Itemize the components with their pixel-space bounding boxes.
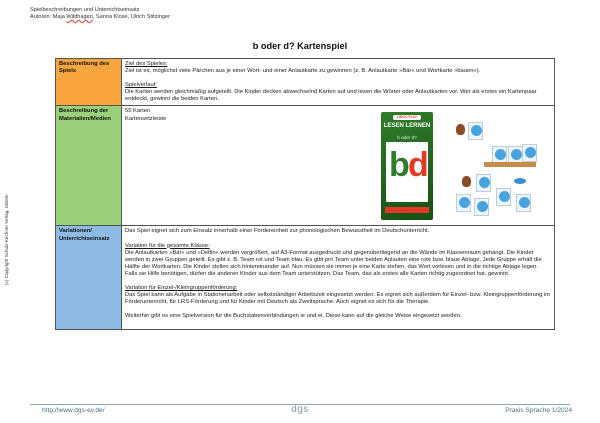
row-content-beschreibung	[122, 59, 555, 106]
table-row	[56, 226, 555, 330]
card-image	[522, 144, 537, 162]
verlauf-text: Die Karten werden gleichmäßig aufgeteilt. Die Kinder decken abwechselnd Karten auf und lesen die Wörter oder Anlautkarten vor. Wer als erstes ein Kartenpaar entdeckt, gewinnt die beiden Karten.	[125, 89, 537, 103]
material-item-cards: 55 Karten	[125, 108, 151, 115]
klasse-text: Die Anlautkarten »Bär« und »Delfin« werden vergrößert, auf A3-Format ausgedruckt und gegenüberliegend an die Wände im Klassenraum gehängt. Die Kinder werden in zwei Gruppen geteilt. Es gibt z. B. Team rot und Team blau. Es gibt pro Team unter beiden Anlauten eine rote bzw. blaue Ablage. Jede Gruppe erhält die Hälfte der Wortkarten. Die Kinder stellen sich hintereinander auf. Nun müssen sie immer je eine Karte ziehen, das Wort vorlesen und in die richtige Ablage legen. Falls sie Hilfe benötigen, dürfen die anderen Kinder aus dem Team unterstützen. Das Team, das als erstes alle Karten richtig zugeordnet hat, gewinnt.	[125, 249, 542, 277]
ziel-text: Ziel ist es, möglichst viele Pärchen aus je einer Wort- und einer Anlautkarte zu gewinnen (z. B. Anlautkarte »Bär« und Wortkarte »bauen«).	[125, 68, 481, 75]
box-footer-stripe	[385, 207, 429, 213]
header-line-1: Spielbeschreibungen und Unterrichtseinsatz	[30, 7, 140, 13]
card-image	[496, 188, 511, 206]
game-box-image	[381, 112, 433, 220]
game-description-table	[55, 58, 555, 330]
table-row	[56, 106, 555, 226]
cards-photo	[452, 118, 538, 218]
dolphin-figure-icon	[514, 178, 526, 184]
bear-figure-icon	[462, 176, 471, 187]
author-name-underlined: Wildhagen	[66, 14, 93, 20]
document-header	[30, 7, 170, 21]
card-holder-stand	[484, 162, 536, 167]
box-letter-b: b	[389, 146, 410, 185]
row-label-materialien: Beschreibung der Materialien/Medien	[56, 106, 122, 226]
card-image	[516, 194, 531, 212]
side-copyright: (c) Copyright Schulz-Kirchner Verlag, Idstein	[4, 194, 9, 285]
box-letter-d: d	[408, 146, 429, 185]
card-image	[476, 174, 491, 192]
row-content-variationen	[122, 226, 555, 330]
weiter-text: Weiterhin gibt es eine Spielversion für die Buchstabenverbindungen ie und ei. Diese kann auf die gleiche Weise eingesetzt werden.	[125, 313, 462, 320]
bear-figure-icon	[456, 124, 465, 135]
table-row	[56, 59, 555, 106]
row-label-variationen: Variationen/ Unterrichtseinsatz	[56, 226, 122, 330]
box-title: LESEN LERNEN	[383, 123, 431, 130]
einzel-text: Das Spiel kann als Aufgabe in Stationenarbeit oder selbstständiger Arbeitszeit eingesetzt werden. Es eignet sich außerdem für Einzel- bzw. Kleingruppenförderung im Förderunterricht, für LRS-Förderung und für Kinder mit Deutsch als Zweitsprache. Auch eignet es sich für die Therapie.	[125, 292, 551, 306]
footer-issue: Praxis Sprache 1/2024	[505, 407, 572, 414]
verlauf-heading: Spielverlauf:	[125, 82, 157, 89]
ziel-heading: Ziel des Spieles:	[125, 61, 168, 67]
row-label-beschreibung: Beschreibung des Spiels	[56, 59, 122, 106]
footer-logo: dgs	[291, 404, 309, 415]
header-authors: Autoren: Maja Wildhagen, Sanna Klose, Ulrich Stitzinger	[30, 14, 170, 20]
box-artwork	[386, 142, 428, 202]
einzel-heading: Variation für Einzel-/Kleingruppenförderung:	[125, 285, 238, 292]
card-image	[474, 198, 489, 216]
row-content-materialien	[122, 106, 555, 226]
box-subtitle: b oder d?	[397, 135, 417, 141]
variationen-intro: Das Spiel eignet sich zum Einsatz innerhalb einer Fördereinheit zur phonologischen Bewusstheit im Deutschunterricht.	[125, 228, 430, 235]
page-title: b oder d? Kartenspiel	[252, 41, 348, 51]
card-image	[468, 122, 483, 140]
footer-url-link[interactable]: http://www.dgs-ev.de/	[42, 407, 105, 414]
material-item-holder: Kartensetzleiste	[125, 115, 167, 122]
klasse-heading: Variation für die gesamte Klasse:	[125, 242, 210, 249]
card-image	[456, 194, 471, 212]
box-brand-logo: LINGO PLAY	[393, 115, 421, 120]
